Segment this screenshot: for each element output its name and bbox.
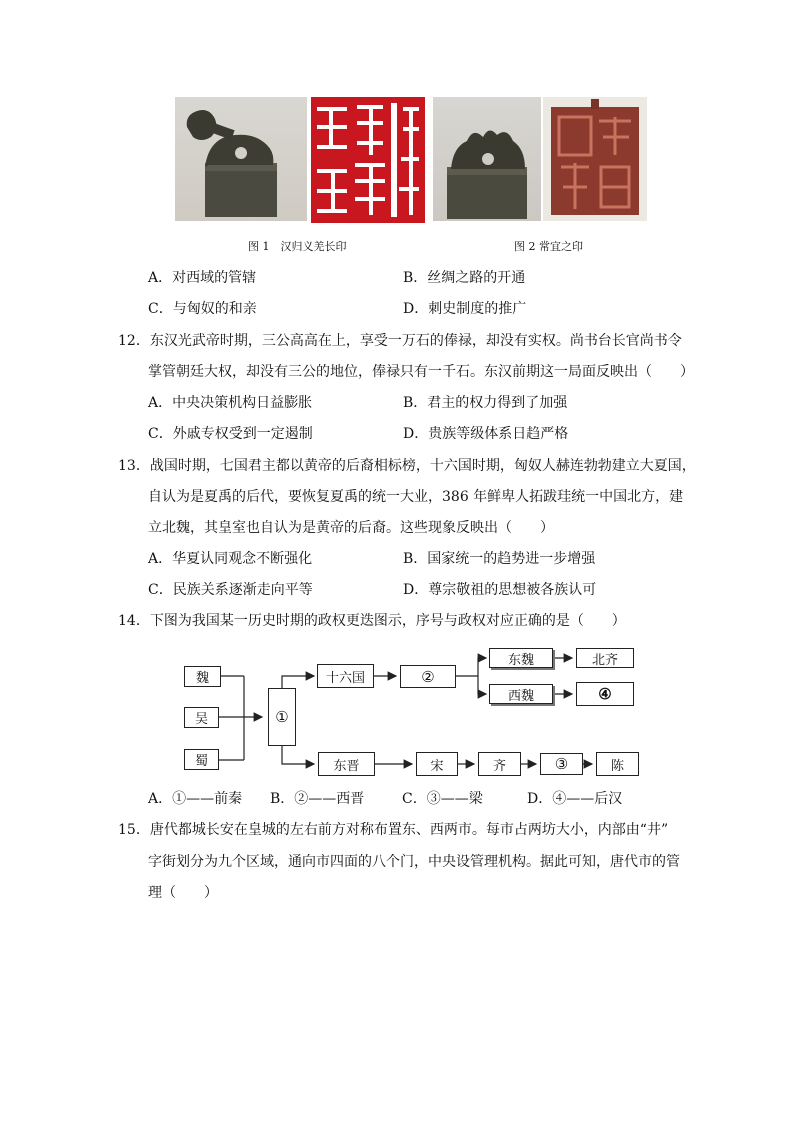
q13-stem-line-3: 立北魏，其皇室也自认为是黄帝的后裔。这些现象反映出（ ） bbox=[148, 520, 554, 536]
node-sixteen-kingdoms: 十六国 bbox=[317, 664, 374, 688]
node-wei: 魏 bbox=[184, 666, 221, 687]
figure-2-caption: 图 2 常宜之印 bbox=[514, 240, 583, 253]
q14-option-d: D．④——后汉 bbox=[527, 791, 623, 807]
q12-stem-line-2: 掌管朝廷大权，却没有三公的地位，俸禄只有一千石。东汉前期这一局面反映出（ ） bbox=[148, 364, 694, 380]
q11-option-a: A．对西域的管辖 bbox=[148, 270, 257, 286]
node-1: ① bbox=[268, 688, 296, 746]
q14-stem: 14．下图为我国某一历史时期的政权更迭图示，序号与政权对应正确的是（ ） bbox=[118, 613, 626, 629]
q13-stem-line-1: 13．战国时期，七国君主都以黄帝的后裔相标榜，十六国时期，匈奴人赫连勃勃建立大夏国， bbox=[118, 458, 696, 474]
node-4: ④ bbox=[576, 682, 634, 706]
node-2: ② bbox=[400, 665, 456, 688]
q15-stem-line-1: 15．唐代都城长安在皇城的左右前方对称布置东、西两市。每市占两坊大小，内部由“井” bbox=[118, 822, 669, 838]
q12-stem-line-1: 12．东汉光武帝时期，三公高高在上，享受一万石的俸禄，却没有实权。尚书台长官尚书令 bbox=[118, 333, 682, 349]
node-xiwei: 西魏 bbox=[489, 684, 553, 704]
figure-1-caption: 图 1 汉归义羌长印 bbox=[248, 240, 347, 253]
node-qi: 齐 bbox=[478, 752, 521, 776]
q13-option-d: D．尊宗敬祖的思想被各族认可 bbox=[403, 582, 597, 598]
q12-option-a: A．中央决策机构日益膨胀 bbox=[148, 395, 313, 411]
q14-option-a: A．①——前秦 bbox=[148, 791, 243, 807]
q15-stem-line-3: 理（ ） bbox=[148, 885, 218, 901]
q13-stem-line-2: 自认为是夏禹的后代，要恢复夏禹的统一大业，386 年鲜卑人拓跋珪统一中国北方，建 bbox=[148, 489, 684, 505]
node-chen: 陈 bbox=[596, 752, 639, 776]
node-song: 宋 bbox=[416, 752, 458, 776]
q11-option-d: D．刺史制度的推广 bbox=[403, 301, 527, 317]
node-wu: 吴 bbox=[184, 707, 219, 728]
q14-option-b: B．②——西晋 bbox=[270, 791, 365, 807]
q13-option-b: B．国家统一的趋势进一步增强 bbox=[403, 551, 596, 567]
node-beiqi: 北齐 bbox=[576, 648, 634, 668]
node-dongwei: 东魏 bbox=[489, 648, 553, 668]
q12-option-d: D．贵族等级体系日趋严格 bbox=[403, 426, 569, 442]
q13-option-a: A．华夏认同观念不断强化 bbox=[148, 551, 313, 567]
q13-option-c: C．民族关系逐渐走向平等 bbox=[148, 582, 313, 598]
q11-option-c: C．与匈奴的和亲 bbox=[148, 301, 257, 317]
q14-option-c: C．③——梁 bbox=[402, 791, 483, 807]
q15-stem-line-2: 字街划分为九个区域，通向市四面的八个门，中央设管理机构。据此可知，唐代市的管 bbox=[148, 854, 680, 870]
q12-option-b: B．君主的权力得到了加强 bbox=[403, 395, 568, 411]
node-shu: 蜀 bbox=[184, 749, 219, 770]
q11-option-b: B．丝绸之路的开通 bbox=[403, 270, 526, 286]
node-dongjin: 东晋 bbox=[318, 752, 375, 776]
q12-option-c: C．外戚专权受到一定遏制 bbox=[148, 426, 313, 442]
node-3: ③ bbox=[540, 753, 583, 775]
